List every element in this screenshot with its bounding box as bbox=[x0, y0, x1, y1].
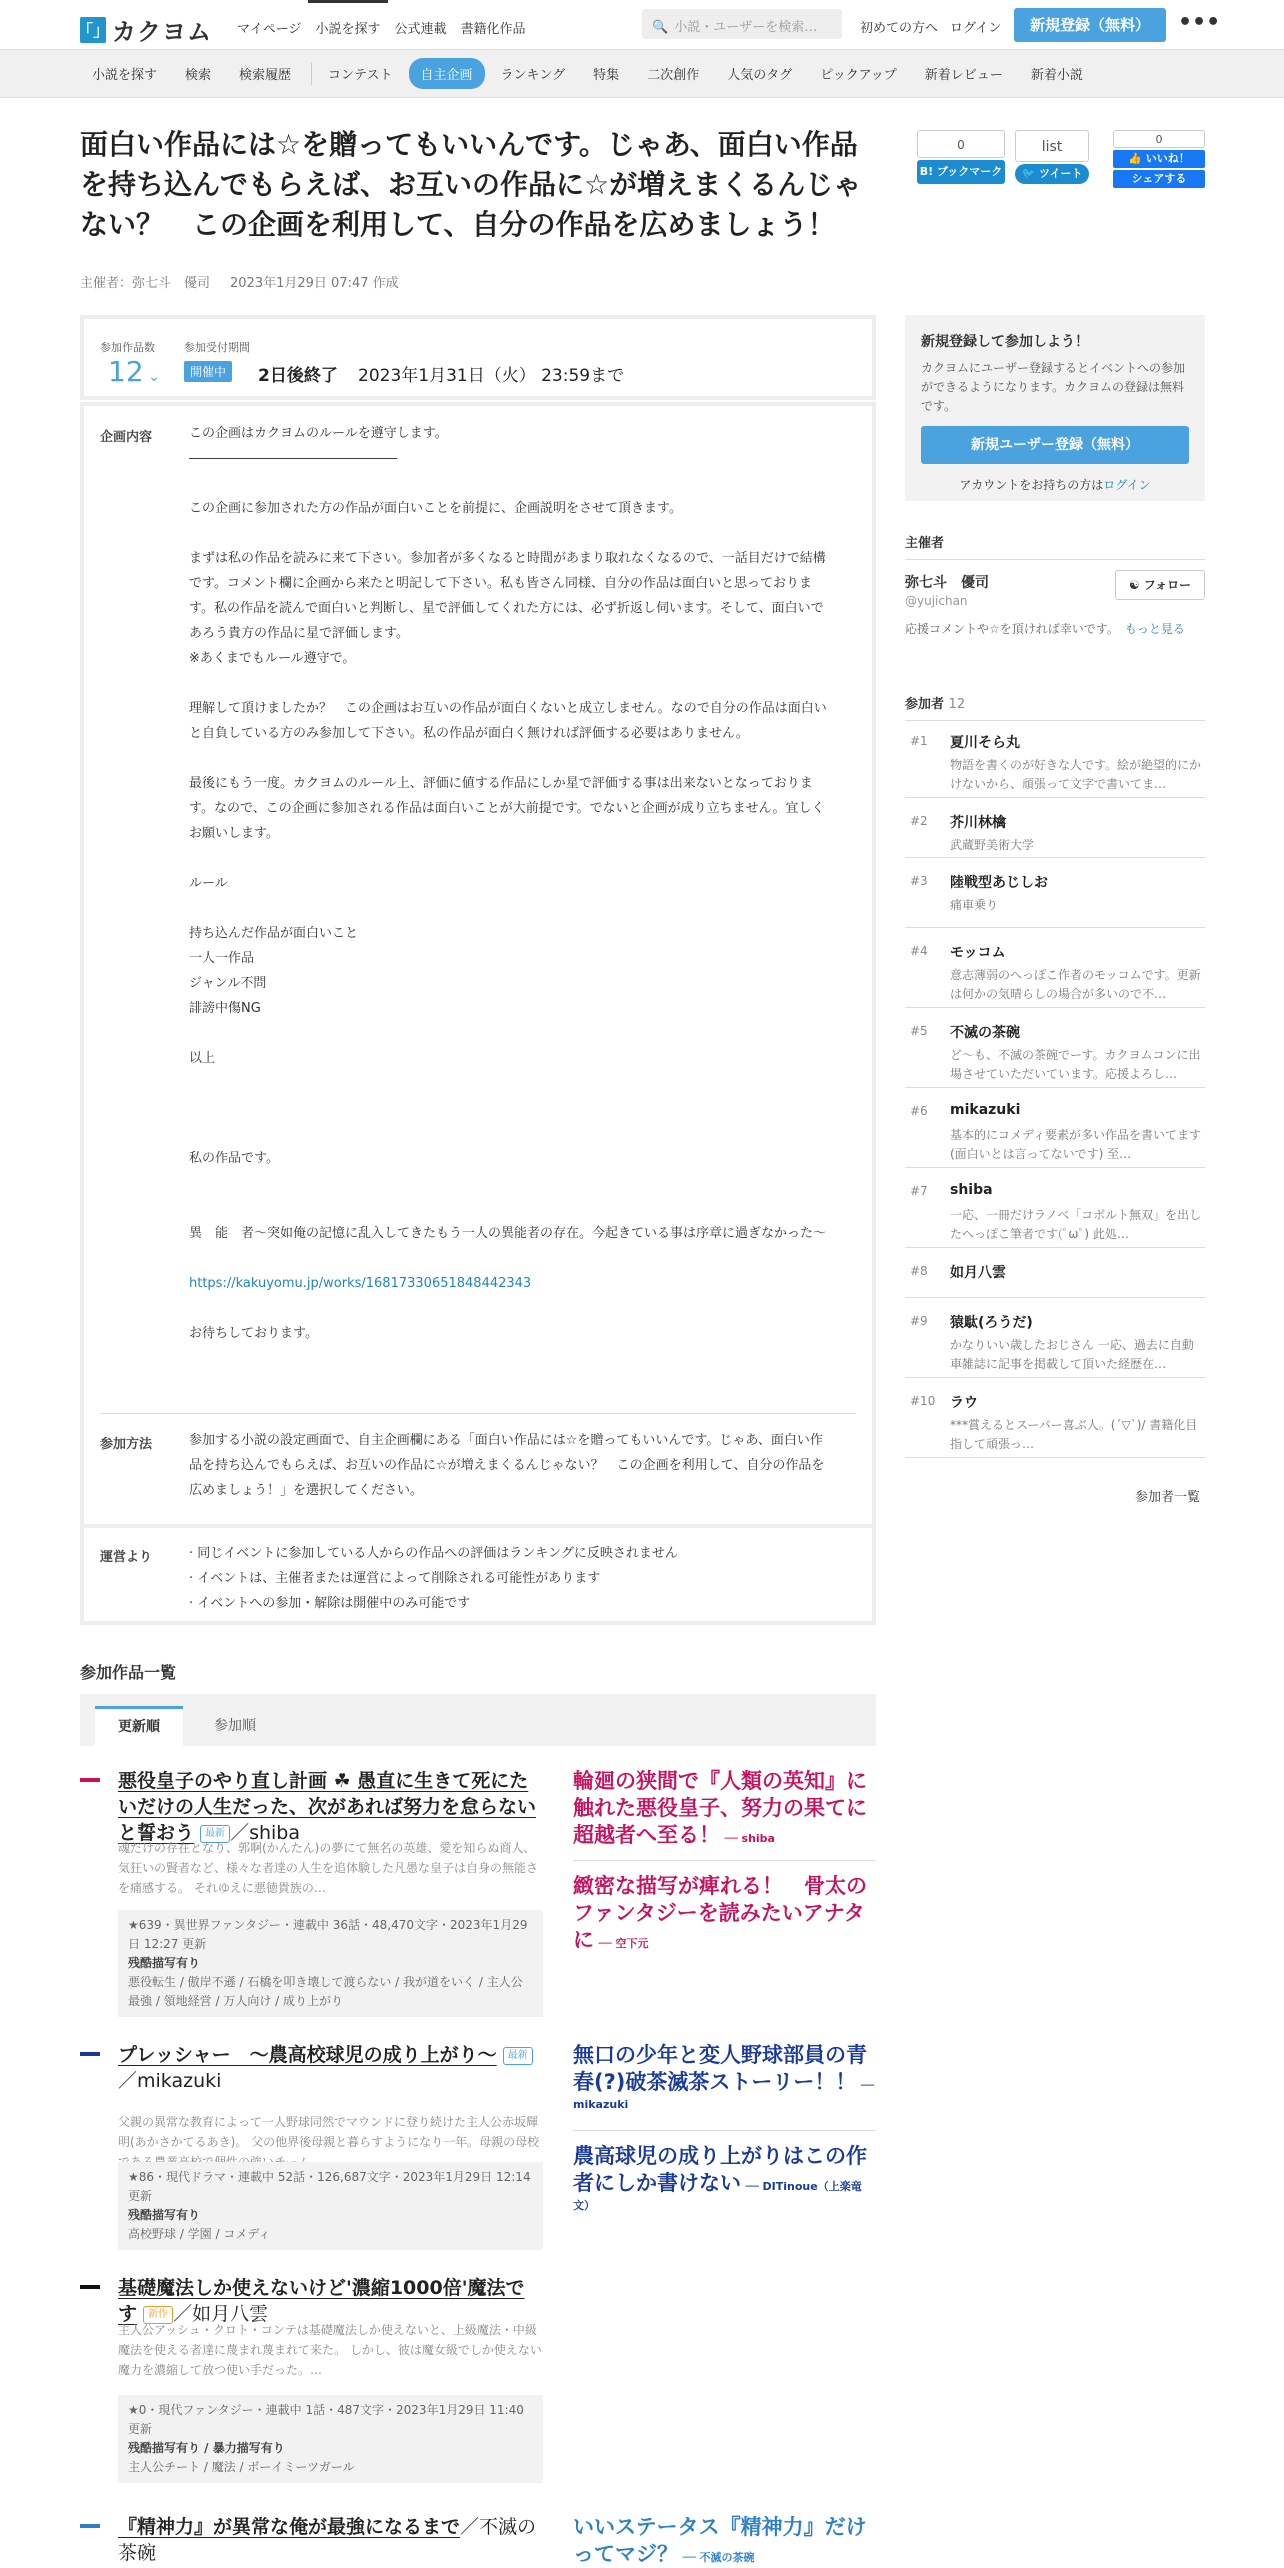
desc-line: 誹謗中傷NG bbox=[189, 1001, 261, 1016]
participant-rank: #4 bbox=[910, 944, 928, 958]
event-status-box bbox=[80, 315, 876, 400]
work-tags[interactable]: 主人公チート / 魔法 / ボーイミーツガール bbox=[128, 2460, 355, 2474]
tab-joined[interactable]: 参加順 bbox=[214, 1718, 256, 1734]
work-warnings: 残酷描写有り bbox=[128, 1956, 201, 1970]
participant-rank: #9 bbox=[910, 1314, 928, 1328]
thumbs-up-icon: 👍 bbox=[1128, 152, 1142, 165]
participant-rank: #2 bbox=[910, 814, 928, 828]
desc-line: 異 能 者〜突如俺の記憶に乱入してきたもう一人の異能者の存在。今起きている事は序章に過ぎなかった〜 bbox=[189, 1226, 827, 1241]
host-section bbox=[905, 532, 1205, 636]
subnav-pickup[interactable]: ピックアップ bbox=[820, 68, 897, 83]
participant-name[interactable]: 猿駄(ろうだ) bbox=[950, 1315, 1033, 1331]
participant-rank: #8 bbox=[910, 1264, 928, 1278]
subnav-tags[interactable]: 人気のタグ bbox=[727, 68, 793, 83]
host-id: @yujichan bbox=[905, 594, 968, 608]
work-title[interactable]: 『精神力』が異常な俺が最強になるまで bbox=[118, 2516, 461, 2538]
participant-rank: #3 bbox=[910, 874, 928, 888]
like-label: いいね！ bbox=[1145, 152, 1190, 165]
desc-line: 私の作品です。 bbox=[189, 1151, 279, 1166]
created-date: 2023年1月29日 07:47 作成 bbox=[230, 276, 399, 291]
participant-rank: #1 bbox=[910, 734, 928, 748]
review-item[interactable] bbox=[573, 2130, 876, 2213]
work-title[interactable]: プレッシャー 〜農高校球児の成り上がり〜 bbox=[118, 2044, 497, 2066]
desc-line bbox=[189, 521, 829, 546]
desc-label: 企画内容 bbox=[100, 430, 153, 445]
desc-line bbox=[189, 671, 829, 696]
work-title-line bbox=[118, 2514, 543, 2566]
review-text[interactable]: 緻密な描写が痺れる！ 骨太のファンタジーを読みたいアナタに bbox=[573, 1874, 867, 1952]
review-text[interactable]: 輪廻の狭間で『人類の英知』に触れた悪役皇子、努力の果てに超越者へ至る！ bbox=[573, 1769, 867, 1847]
facebook-share[interactable] bbox=[1113, 130, 1205, 188]
more-menu-icon[interactable]: ••• bbox=[1178, 10, 1221, 35]
work-desc: 父親の異常な教育によって一人野球同然でマウンドに登り続けた主人公赤坂輝明(あかさかてるあき)。 父の他界後母親と暮らすようになり一年。母親の母校 bbox=[118, 2115, 540, 2149]
review-author: ── mikazuki bbox=[573, 2079, 875, 2111]
entry-count[interactable] bbox=[108, 355, 160, 388]
work-author[interactable]: ／如月八雲 bbox=[173, 2303, 269, 2325]
work-stats: ★639・異世界ファンタジー・連載中 36話・48,470文字・2023年1月29日 12:27 更新 bbox=[128, 1918, 528, 1951]
ops-label: 運営より bbox=[100, 1550, 153, 1565]
participant-name[interactable]: 夏川そら丸 bbox=[950, 735, 1020, 751]
participant-item[interactable] bbox=[905, 1248, 1205, 1298]
desc-line: 最後にもう一度。カクヨムのルール上、評価に値する作品にしか星で評価する事は出来ないとなっております。なので、この企画に参加される作品は面白いことが大前提です。でないと企画が成り立ちません。宜しくお願いします。 bbox=[189, 776, 825, 841]
subnav-fanfic[interactable]: 二次創作 bbox=[647, 68, 700, 83]
participant-name[interactable]: shiba bbox=[950, 1182, 993, 1198]
subnav-history[interactable]: 検索履歴 bbox=[239, 68, 292, 83]
hatena-button[interactable]: B! ブックマーク bbox=[917, 160, 1005, 184]
participant-desc: かなりいい歳したおじさん 一応、過去に自動車雑誌に記事を掲載して頂いた経歴在… bbox=[950, 1338, 1194, 1371]
participant-item[interactable] bbox=[905, 1008, 1205, 1088]
tab-updated[interactable]: 更新順 bbox=[95, 1706, 183, 1746]
nav-books[interactable]: 書籍化作品 bbox=[460, 22, 526, 37]
nav-find-novels[interactable]: 小説を探す bbox=[308, 0, 387, 50]
work-title-line bbox=[118, 1768, 543, 1846]
desc-line bbox=[189, 1071, 829, 1096]
register-button[interactable]: 新規登録（無料） bbox=[1014, 8, 1166, 42]
participant-item[interactable] bbox=[905, 858, 1205, 928]
participant-rank: #7 bbox=[910, 1184, 928, 1198]
review-text[interactable]: いいステータス『精神力』だけってマジ？ bbox=[573, 2515, 867, 2566]
participant-item[interactable] bbox=[905, 1298, 1205, 1378]
desc-line bbox=[189, 746, 829, 771]
add-user-icon: ☯ bbox=[1128, 578, 1140, 592]
participant-name[interactable]: 陸戦型あじしお bbox=[950, 875, 1048, 891]
participant-name[interactable]: モッコム bbox=[950, 945, 1006, 961]
subnav-find[interactable]: 小説を探す bbox=[92, 68, 158, 83]
subnav-new-reviews[interactable]: 新着レビュー bbox=[924, 68, 1003, 83]
list-share[interactable] bbox=[1015, 130, 1089, 184]
twitter-icon: 🐦 bbox=[1021, 167, 1036, 180]
divider bbox=[573, 1860, 876, 1861]
work-color-bar bbox=[80, 2524, 100, 2528]
works-tabs bbox=[80, 1694, 876, 1746]
work-color-bar bbox=[80, 2052, 100, 2056]
participant-desc: ***賞えるとスーパー喜ぶ人。(´▽`)/ 書籍化目指して頑張っ… bbox=[950, 1418, 1198, 1451]
work-badge: 新作 bbox=[143, 2306, 173, 2324]
participant-item[interactable] bbox=[905, 798, 1205, 858]
participant-rank: #5 bbox=[910, 1024, 928, 1038]
participant-item[interactable] bbox=[905, 1088, 1205, 1168]
divider bbox=[100, 1413, 856, 1414]
period-label: 参加受付期間 bbox=[184, 341, 250, 354]
participant-name[interactable]: 不滅の茶碗 bbox=[950, 1025, 1020, 1041]
logo-text: カクヨム bbox=[112, 18, 212, 46]
chevron-down-icon: ⌄ bbox=[143, 369, 160, 385]
participant-item[interactable] bbox=[905, 928, 1205, 1008]
deadline: 2023年1月31日（火） 23:59まで bbox=[358, 366, 625, 386]
desc-line bbox=[189, 1246, 829, 1271]
fb-share-button[interactable]: シェアする bbox=[1113, 170, 1205, 188]
like-button[interactable] bbox=[1113, 150, 1205, 168]
desc-line: まずは私の作品を読みに来て下さい。参加者が多くなると時間があまり取れなくなるので、一話目だけで結構です。コメント欄に企画から来たと明記して下さい。私も皆さん同様、自分の作品は面白いと思っております。私の作品を読んで面白いと判断し、星で評価してくれた方には、必ず折返し伺います。そして、面白いであろう貴方の作品に星で評価します。 bbox=[189, 551, 826, 641]
organizer-label: 主催者：弥七斗 優司 bbox=[80, 276, 211, 291]
signup-desc: カクヨムにユーザー登録するとイベントへの参加ができるようになります。カクヨムの登録は無料です。 bbox=[921, 361, 1186, 413]
work-stats: ★86・現代ドラマ・連載中 52話・126,687文字・2023年1月29日 12:14 更新 bbox=[128, 2170, 531, 2203]
work-badge: 最新 bbox=[200, 1825, 230, 1843]
participant-name[interactable]: 芥川林檎 bbox=[950, 815, 1006, 831]
ops-list bbox=[189, 1541, 829, 1616]
remaining-time: 2日後終了 bbox=[258, 366, 338, 386]
review-text[interactable]: 農高球児の成り上がりはこの作者にしか書けない bbox=[573, 2144, 867, 2195]
host-heading: 主催者 bbox=[905, 532, 1205, 560]
review-item[interactable] bbox=[573, 2042, 876, 2112]
review-text[interactable]: 無口の少年と変人野球部員の青春(?)破茶滅茶ストーリー！！ bbox=[573, 2043, 867, 2094]
hatena-share[interactable] bbox=[917, 130, 1005, 184]
site-logo[interactable] bbox=[77, 12, 212, 47]
participants-heading: 参加者 12 bbox=[905, 693, 1205, 721]
work-title-line bbox=[118, 2042, 543, 2094]
join-label: 参加方法 bbox=[100, 1437, 153, 1452]
desc-line: この企画はカクヨムのルールを遵守します。 bbox=[189, 426, 448, 441]
work-tags[interactable]: 悪役転生 / 傲岸不遜 / 石橋を叩き壊して渡らない / 我が道をいく / 主人公最強 / 領地経営 / 万人向け / 成り上がり bbox=[128, 1975, 523, 2008]
subnav-ranking[interactable]: ランキング bbox=[500, 68, 566, 83]
participant-desc: 物語を書くのが好きな人です。絵が絶望的にかけないから、頑張って文字で書いてま… bbox=[950, 758, 1202, 791]
join-text: 参加する小説の設定画面で、自主企画欄にある「面白い作品には☆を贈ってもいいんです。じゃあ、面白い作品を持ち込んでもらえば、お互いの作品に☆が増えまくるんじゃない？ この企画を利用して、自分の作品を広めましょう！」を選択してください。 bbox=[189, 1433, 825, 1498]
work-desc: 主人公アッシュ・クロト・コンテは基礎魔法しか使えないと、上級魔法・中級魔法を使える者達に蔑まれ蔑まれて来た。 しかし、彼は魔女級でしか使えない魔力を濃縮して放つ使い手だった。… bbox=[118, 2323, 542, 2377]
entry-count-value: 12 bbox=[108, 355, 144, 388]
desc-line: ―――――――――――――――― bbox=[189, 451, 397, 466]
desc-line: 一人一作品 bbox=[189, 951, 255, 966]
desc-line: この企画に参加された方の作品が面白いことを前提に、企画説明をさせて頂きます。 bbox=[189, 501, 682, 516]
subnav-features[interactable]: 特集 bbox=[593, 68, 620, 83]
participant-name[interactable]: mikazuki bbox=[950, 1102, 1021, 1118]
nav-official[interactable]: 公式連載 bbox=[394, 22, 447, 37]
host-name[interactable]: 弥七斗 優司 bbox=[905, 575, 989, 591]
event-meta bbox=[80, 272, 399, 291]
top-header bbox=[0, 0, 1284, 50]
work-warnings: 残酷描写有り / 暴力描写有り bbox=[128, 2441, 285, 2455]
desc-line bbox=[189, 1021, 829, 1046]
desc-line: お待ちしております。 bbox=[189, 1326, 318, 1341]
participant-item[interactable] bbox=[905, 1168, 1205, 1248]
search-input[interactable] bbox=[642, 9, 842, 39]
logo-mark: 「」 bbox=[80, 17, 106, 43]
host-more-link[interactable]: もっと見る bbox=[1124, 622, 1185, 636]
work-meta bbox=[118, 2395, 543, 2483]
review-author: ── 不滅の茶碗 bbox=[682, 2551, 755, 2564]
work-link[interactable]: https://kakuyomu.jp/works/16817330651848442343 bbox=[189, 1276, 532, 1291]
desc-line bbox=[189, 1171, 829, 1196]
work-author[interactable]: ／mikazuki bbox=[118, 2070, 222, 2092]
signup-login-line: アカウントをお持ちの方はログイン bbox=[959, 478, 1151, 492]
participant-desc: 武蔵野美術大学 bbox=[950, 838, 1035, 852]
follow-button[interactable]: ☯ フォロー bbox=[1115, 570, 1205, 600]
sub-nav bbox=[0, 50, 1284, 98]
work-author[interactable]: ／不滅の茶碗 bbox=[118, 2516, 537, 2564]
ops-item: · 同じイベントに参加している人からの作品への評価はランキングに反映されません bbox=[189, 1546, 678, 1561]
tweet-label: ツイート bbox=[1039, 167, 1083, 180]
page-title: 面白い作品には☆を贈ってもいいんです。じゃあ、面白い作品を持ち込んでもらえば、お互いの作品に☆が増えまくるんじゃない？ この企画を利用して、自分の作品を広めましょう！ bbox=[80, 128, 862, 241]
work-author[interactable]: ／shiba bbox=[230, 1822, 300, 1844]
ops-item: · イベントへの参加・解除は開催中のみ可能です bbox=[189, 1596, 471, 1611]
participants-all-link[interactable]: 参加者一覧 bbox=[1135, 1490, 1201, 1505]
work-stats: ★0・現代ファンタジー・連載中 1話・487文字・2023年1月29日 11:40 更新 bbox=[128, 2403, 524, 2436]
work-title[interactable]: 悪役皇子のやり直し計画 ☘ 愚直に生きて死にたいだけの人生だった、次があれば努力を怠らないと誓おう bbox=[118, 1770, 537, 1844]
tweet-button[interactable] bbox=[1015, 164, 1089, 184]
desc-line bbox=[189, 1096, 829, 1121]
search-placeholder: 小説・ユーザーを検索… bbox=[674, 20, 818, 35]
hatena-count: 0 bbox=[917, 130, 1005, 158]
subnav-search[interactable]: 検索 bbox=[185, 68, 212, 83]
participant-item[interactable] bbox=[905, 1378, 1205, 1458]
work-badge: 最新 bbox=[503, 2047, 533, 2065]
work-meta bbox=[118, 2162, 543, 2250]
participant-rank: #10 bbox=[910, 1394, 936, 1408]
desc-line: 持ち込んだ作品が面白いこと bbox=[189, 926, 359, 941]
subnav-contest[interactable]: コンテスト bbox=[328, 68, 393, 83]
like-count: 0 bbox=[1113, 130, 1205, 148]
participant-item[interactable] bbox=[905, 718, 1205, 798]
desc-line bbox=[189, 896, 829, 921]
signup-box bbox=[905, 315, 1205, 501]
work-color-bar bbox=[80, 2285, 100, 2289]
subnav-new-novels[interactable]: 新着小説 bbox=[1030, 68, 1083, 83]
participant-name[interactable]: ラウ bbox=[950, 1395, 978, 1411]
signup-title: 新規登録して参加しよう！ bbox=[921, 334, 1089, 350]
desc-line: ※あくまでもルール遵守で。 bbox=[189, 651, 356, 666]
review-author: ── DITinoue（上楽竜文） bbox=[573, 2180, 862, 2212]
signup-button[interactable]: 新規ユーザー登録（無料） bbox=[921, 426, 1189, 464]
work-meta bbox=[118, 1910, 543, 2017]
event-detail-box bbox=[80, 402, 876, 1625]
count-label: 参加作品数 bbox=[100, 341, 155, 354]
participant-desc: ど〜も、不滅の茶碗でーす。カクヨムコンに出場させていただいています。応援よろし… bbox=[950, 1048, 1201, 1081]
signup-login-link[interactable]: ログイン bbox=[1103, 478, 1151, 492]
work-tags[interactable]: 高校野球 / 学園 / コメディ bbox=[128, 2227, 271, 2241]
participant-rank: #6 bbox=[910, 1104, 928, 1118]
work-warnings: 残酷描写有り bbox=[128, 2208, 201, 2222]
desc-line: 以上 bbox=[189, 1051, 216, 1066]
desc-line bbox=[189, 846, 829, 871]
work-color-bar bbox=[80, 1778, 100, 1782]
work-title[interactable]: 基礎魔法しか使えないけど'濃縮1000倍'魔法です bbox=[118, 2277, 525, 2325]
subnav-user-events[interactable]: 自主企画 bbox=[409, 58, 485, 89]
works-heading: 参加作品一覧 bbox=[80, 1663, 177, 1682]
review-item[interactable] bbox=[573, 1768, 876, 1849]
header-nav bbox=[230, 0, 533, 50]
review-author: ── 空下元 bbox=[598, 1937, 649, 1950]
work-desc: 魂だけの存在となり、郭啊(かんたん)の夢にて無名の英雄、愛を知らぬ商人、気狂いの賢者など、様々な者達の人生を追体験した凡愚な皇子は自身の無能さを痛感する。 それゆえに悪徳貴族の… bbox=[118, 1841, 539, 1895]
participant-desc: 痛車乗り bbox=[950, 898, 999, 912]
desc-body bbox=[189, 421, 829, 1346]
desc-line: 理解して頂けましたか？ この企画はお互いの作品が面白くないと成立しません。なので自分の作品は面白いと自負している方のみ参加して下さい。私の作品が面白く無ければ評価する必要はありません。 bbox=[189, 701, 827, 741]
divider bbox=[80, 1524, 876, 1528]
desc-line bbox=[189, 1196, 829, 1221]
ops-item: · イベントは、主催者または運営によって削除される可能性があります bbox=[189, 1571, 601, 1586]
desc-line bbox=[189, 471, 829, 496]
desc-line: ジャンル不問 bbox=[189, 976, 267, 991]
desc-line bbox=[189, 1296, 829, 1321]
review-author: ── shiba bbox=[724, 1832, 775, 1845]
nav-mypage[interactable]: マイページ bbox=[237, 22, 302, 37]
participant-name[interactable]: 如月八雲 bbox=[950, 1265, 1006, 1281]
search-icon: 🔍 bbox=[652, 20, 669, 35]
participant-desc: 一応、一冊だけラノベ「コボルト無双」を出したへっぽこ筆者です(ﾟωﾟ) 此処… bbox=[950, 1208, 1202, 1241]
divider bbox=[573, 2130, 876, 2131]
desc-line bbox=[189, 1121, 829, 1146]
desc-line: ルール bbox=[189, 876, 228, 891]
beginners-link[interactable]: 初めての方へ bbox=[860, 21, 939, 36]
host-note: 応援コメントや☆を頂ければ幸いです。 もっと見る bbox=[905, 622, 1185, 636]
divider bbox=[311, 63, 312, 85]
participant-desc: 基本的にコメディ要素が多い作品を書いてます(面白いとは言ってないです) 至… bbox=[950, 1128, 1202, 1161]
participant-desc: 意志薄弱のへっぽこ作者のモッコムです。更新は何かの気晴らしの場合が多いので不… bbox=[950, 968, 1201, 1001]
review-item[interactable] bbox=[573, 2514, 876, 2568]
list-count: list bbox=[1015, 130, 1089, 162]
status-badge: 開催中 bbox=[184, 361, 232, 382]
review-item[interactable] bbox=[573, 1860, 876, 1954]
login-link[interactable]: ログイン bbox=[950, 21, 1002, 36]
